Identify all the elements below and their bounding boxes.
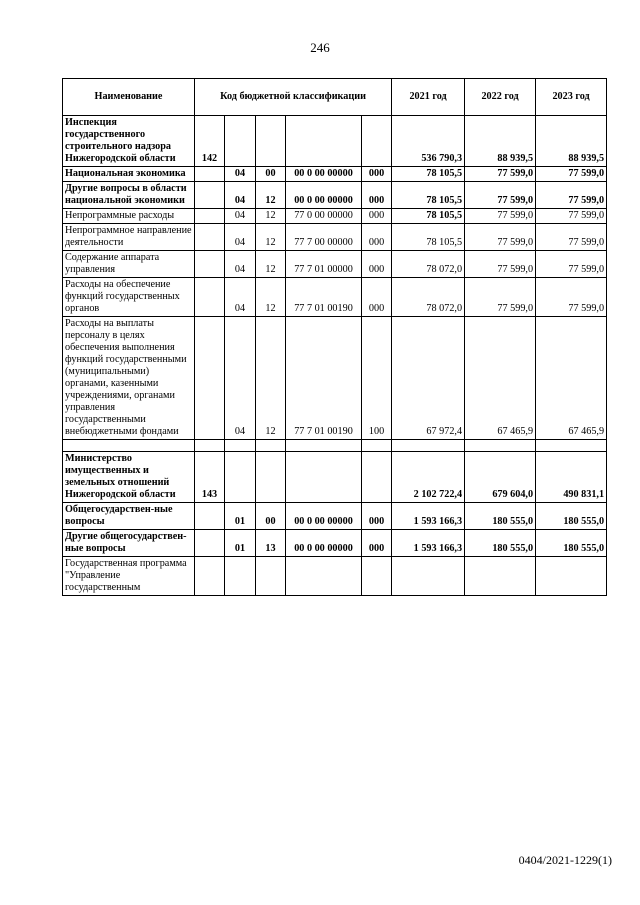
row-vr: 000 bbox=[362, 251, 392, 278]
row-csr: 77 0 00 00000 bbox=[286, 209, 362, 224]
row-vr bbox=[362, 116, 392, 167]
row-pr: 12 bbox=[256, 224, 286, 251]
row-rz: 04 bbox=[225, 278, 256, 317]
row-rz: 04 bbox=[225, 251, 256, 278]
table-row bbox=[63, 224, 607, 251]
document-code: 0404/2021-1229(1) bbox=[518, 853, 612, 867]
row-2021: 67 972,4 bbox=[392, 317, 465, 440]
row-ved: 143 bbox=[195, 452, 225, 503]
row-2021: 1 593 166,3 bbox=[392, 503, 465, 530]
row-vr: 000 bbox=[362, 224, 392, 251]
row-2023: 180 555,0 bbox=[536, 503, 607, 530]
row-ved bbox=[195, 251, 225, 278]
row-ved bbox=[195, 503, 225, 530]
row-2022: 77 599,0 bbox=[465, 224, 536, 251]
row-rz: 04 bbox=[225, 209, 256, 224]
row-2021 bbox=[392, 557, 465, 596]
row-pr: 00 bbox=[256, 503, 286, 530]
row-ved bbox=[195, 167, 225, 182]
table-row bbox=[63, 452, 607, 503]
row-name: Расходы на обеспечение функций государственных органов bbox=[63, 278, 195, 317]
row-csr: 00 0 00 00000 bbox=[286, 530, 362, 557]
header-2021: 2021 год bbox=[392, 79, 465, 116]
row-2023: 77 599,0 bbox=[536, 251, 607, 278]
row-csr bbox=[286, 116, 362, 167]
row-name: Непрограммное направление деятельности bbox=[63, 224, 195, 251]
row-name: Другие вопросы в области национальной экономики bbox=[63, 182, 195, 209]
row-2021: 536 790,3 bbox=[392, 116, 465, 167]
row-rz: 04 bbox=[225, 224, 256, 251]
row-2023 bbox=[536, 557, 607, 596]
row-2021: 2 102 722,4 bbox=[392, 452, 465, 503]
row-pr bbox=[256, 557, 286, 596]
row-2022: 77 599,0 bbox=[465, 182, 536, 209]
budget-table bbox=[62, 78, 607, 596]
row-rz: 04 bbox=[225, 167, 256, 182]
table-row bbox=[63, 182, 607, 209]
row-2023: 77 599,0 bbox=[536, 209, 607, 224]
row-ved bbox=[195, 278, 225, 317]
table-row bbox=[63, 251, 607, 278]
table-row bbox=[63, 503, 607, 530]
header-name: Наименование bbox=[63, 79, 195, 116]
row-csr: 00 0 00 00000 bbox=[286, 503, 362, 530]
row-2021: 78 072,0 bbox=[392, 278, 465, 317]
header-code: Код бюджетной классификации bbox=[195, 79, 392, 116]
row-name: Общегосударствен-ные вопросы bbox=[63, 503, 195, 530]
row-2021: 78 105,5 bbox=[392, 167, 465, 182]
row-pr: 00 bbox=[256, 167, 286, 182]
row-ved bbox=[195, 182, 225, 209]
row-pr bbox=[256, 452, 286, 503]
row-vr: 000 bbox=[362, 209, 392, 224]
row-pr: 12 bbox=[256, 182, 286, 209]
row-2023: 77 599,0 bbox=[536, 182, 607, 209]
row-pr: 12 bbox=[256, 317, 286, 440]
table-row bbox=[63, 278, 607, 317]
row-csr: 00 0 00 00000 bbox=[286, 167, 362, 182]
row-2023: 77 599,0 bbox=[536, 278, 607, 317]
row-2023: 77 599,0 bbox=[536, 224, 607, 251]
table-row bbox=[63, 530, 607, 557]
row-pr bbox=[256, 116, 286, 167]
table-header-row bbox=[63, 79, 607, 116]
spacer-row bbox=[63, 440, 607, 452]
row-rz: 01 bbox=[225, 503, 256, 530]
row-pr: 12 bbox=[256, 278, 286, 317]
table-row bbox=[63, 209, 607, 224]
row-csr: 77 7 01 00190 bbox=[286, 278, 362, 317]
row-vr: 000 bbox=[362, 167, 392, 182]
row-rz bbox=[225, 452, 256, 503]
row-2023: 67 465,9 bbox=[536, 317, 607, 440]
row-vr: 000 bbox=[362, 182, 392, 209]
table-row bbox=[63, 167, 607, 182]
row-rz bbox=[225, 557, 256, 596]
row-pr: 13 bbox=[256, 530, 286, 557]
row-name: Непрограммные расходы bbox=[63, 209, 195, 224]
row-2023: 77 599,0 bbox=[536, 167, 607, 182]
row-2022: 88 939,5 bbox=[465, 116, 536, 167]
row-ved bbox=[195, 209, 225, 224]
row-name: Министерство имущественных и земельных отношений Нижегородской области bbox=[63, 452, 195, 503]
row-2022: 679 604,0 bbox=[465, 452, 536, 503]
row-ved bbox=[195, 530, 225, 557]
table-row bbox=[63, 317, 607, 440]
header-2023: 2023 год bbox=[536, 79, 607, 116]
row-csr: 00 0 00 00000 bbox=[286, 182, 362, 209]
page-number: 246 bbox=[310, 40, 330, 55]
row-csr: 77 7 01 00000 bbox=[286, 251, 362, 278]
row-rz: 04 bbox=[225, 182, 256, 209]
table-row bbox=[63, 557, 607, 596]
row-2022: 180 555,0 bbox=[465, 503, 536, 530]
row-csr bbox=[286, 452, 362, 503]
row-name: Инспекция государственного строительного надзора Нижегородской области bbox=[63, 116, 195, 167]
row-name: Национальная экономика bbox=[63, 167, 195, 182]
row-vr: 000 bbox=[362, 278, 392, 317]
row-2023: 180 555,0 bbox=[536, 530, 607, 557]
row-2022: 77 599,0 bbox=[465, 209, 536, 224]
row-csr bbox=[286, 557, 362, 596]
row-csr: 77 7 00 00000 bbox=[286, 224, 362, 251]
row-vr bbox=[362, 452, 392, 503]
table-row bbox=[63, 116, 607, 167]
row-2022: 77 599,0 bbox=[465, 278, 536, 317]
row-2022: 77 599,0 bbox=[465, 167, 536, 182]
row-name: Содержание аппарата управления bbox=[63, 251, 195, 278]
header-2022: 2022 год bbox=[465, 79, 536, 116]
row-2021: 78 105,5 bbox=[392, 209, 465, 224]
row-vr: 100 bbox=[362, 317, 392, 440]
row-vr: 000 bbox=[362, 530, 392, 557]
row-2023: 490 831,1 bbox=[536, 452, 607, 503]
row-2022: 180 555,0 bbox=[465, 530, 536, 557]
row-ved bbox=[195, 557, 225, 596]
row-rz: 01 bbox=[225, 530, 256, 557]
row-2021: 1 593 166,3 bbox=[392, 530, 465, 557]
row-2022: 67 465,9 bbox=[465, 317, 536, 440]
row-name: Другие общегосударствен-ные вопросы bbox=[63, 530, 195, 557]
row-vr: 000 bbox=[362, 503, 392, 530]
row-ved bbox=[195, 224, 225, 251]
row-2022: 77 599,0 bbox=[465, 251, 536, 278]
row-vr bbox=[362, 557, 392, 596]
row-csr: 77 7 01 00190 bbox=[286, 317, 362, 440]
row-pr: 12 bbox=[256, 251, 286, 278]
row-2021: 78 105,5 bbox=[392, 182, 465, 209]
row-pr: 12 bbox=[256, 209, 286, 224]
row-name: Государственная программа "Управление государственным bbox=[63, 557, 195, 596]
row-2021: 78 105,5 bbox=[392, 224, 465, 251]
row-2021: 78 072,0 bbox=[392, 251, 465, 278]
row-rz bbox=[225, 116, 256, 167]
row-ved bbox=[195, 317, 225, 440]
row-2023: 88 939,5 bbox=[536, 116, 607, 167]
row-2022 bbox=[465, 557, 536, 596]
row-ved: 142 bbox=[195, 116, 225, 167]
row-name: Расходы на выплаты персоналу в целях обеспечения выполнения функций государственными (муниципальными) органами, казенными учреждениями, органами управления государственными внебюджетными фондами bbox=[63, 317, 195, 440]
row-rz: 04 bbox=[225, 317, 256, 440]
